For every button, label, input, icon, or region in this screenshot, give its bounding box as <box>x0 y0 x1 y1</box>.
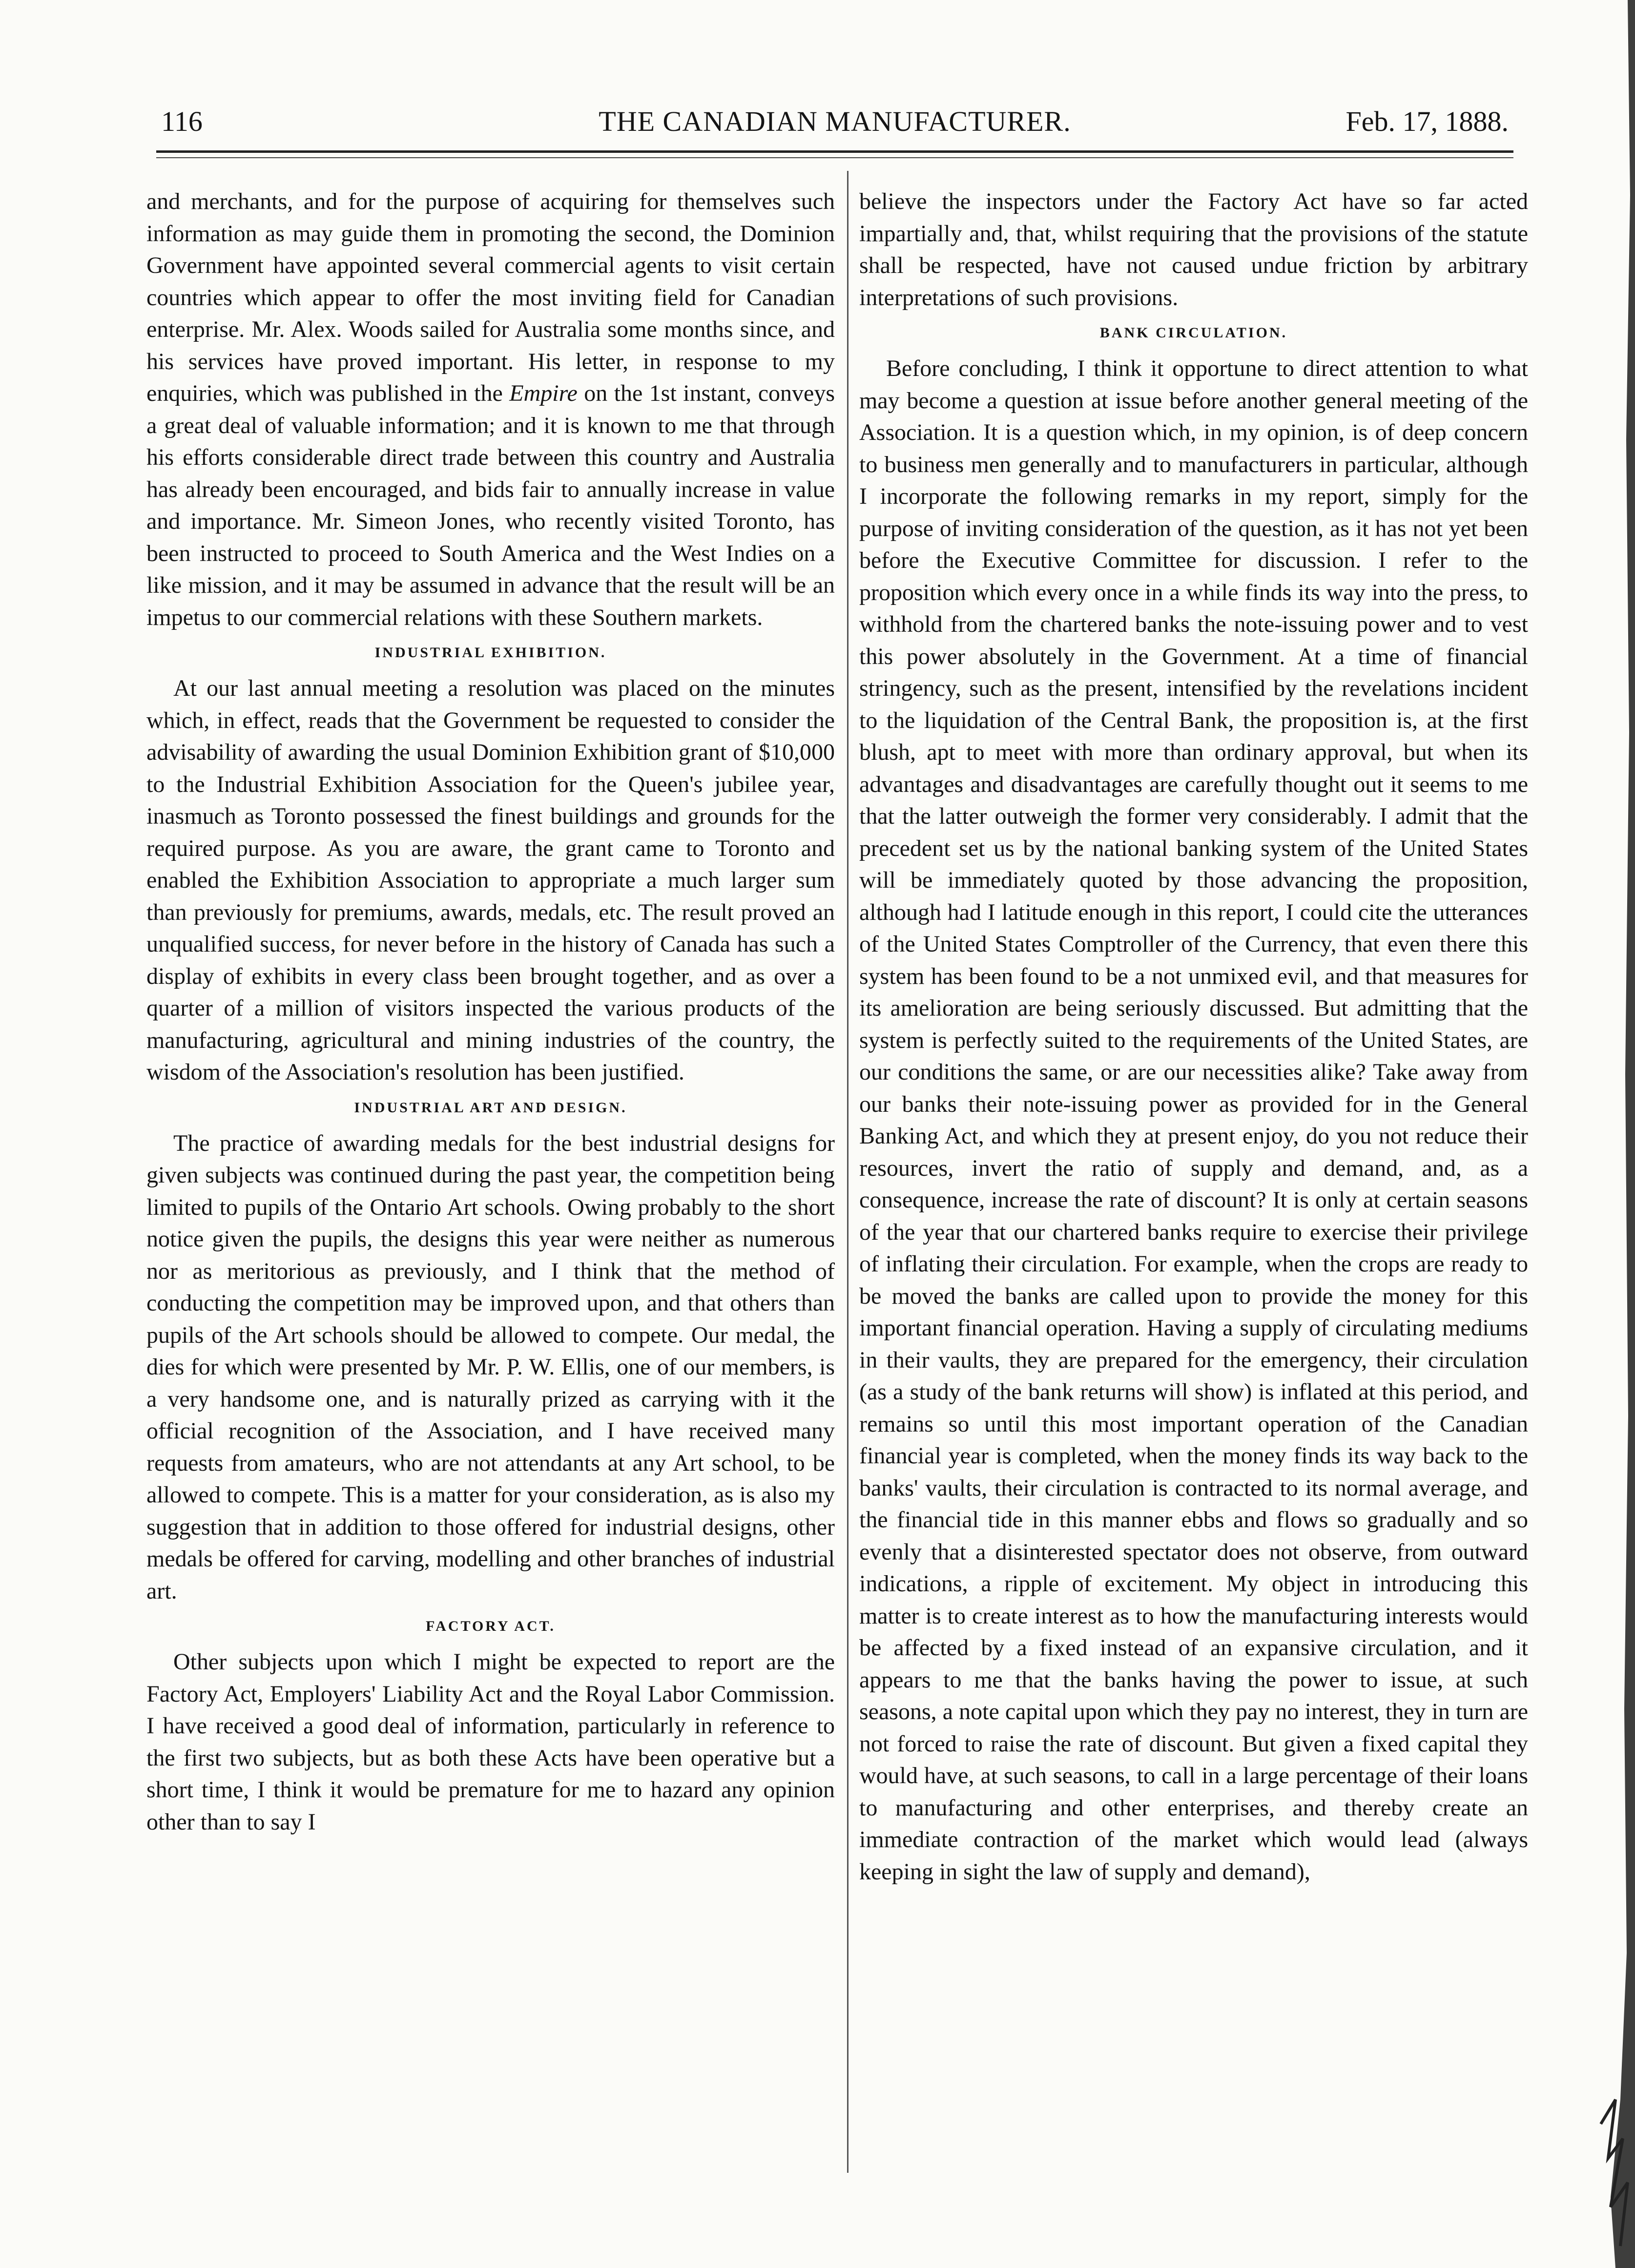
paragraph-commercial-agents: and merchants, and for the purpose of acquiring for themselves such information as may guide them in promoting the second, the Dominion Government have appointed several commercial agents to visit certain countries which appear to offer the most inviting field for Canadian enterprise. Mr. Alex. Woods sailed for Australia some months since, and his services have proved important. His letter, in response to my enquiries, which was published in the Empire on the 1st instant, conveys a great deal of valuable information; and it is known to me that through his efforts considerable direct trade between this country and Australia has already been encouraged, and bids fair to annually increase in value and importance. Mr. Simeon Jones, who recently visited Toronto, has been instructed to proceed to South America and the West Indies on a like mission, and it may be assumed in advance that the result will be an impetus to our commercial relations with these Southern markets. <box>146 188 835 630</box>
paragraph-bank-circulation: Before concluding, I think it opportune to direct attention to what may become a question at issue before another general meeting of the Association. It is a question which, in my opinion, is of deep concern to business men generally and to manufacturers in particular, although I incorporate the following remarks in my report, simply for the purpose of inviting consideration of the question, as it has not yet been before the Executive Committee for discussion. I refer to the proposition which every once in a while finds its way into the press, to withhold from the chartered banks the note-issuing power and to vest this power absolutely in the Government. At a time of financial stringency, such as the present, intensified by the revelations incident to the liquidation of the Central Bank, the proposition is, at the first blush, apt to meet with more than ordinary approval, but when its advantages and disadvantages are carefully thought out it seems to me that the latter outweigh the former very considerably. I admit that the precedent set us by the national banking system of the United States will be immediately quoted by those advancing the proposition, although had I latitude enough in this report, I could cite the utterances of the United States Comptroller of the Currency, that even there this system has been found to be a not unmixed evil, and that measures for its amelioration are being seriously discussed. But admitting that the system is perfectly suited to the requirements of the United States, are our conditions the same, or are our necessities alike? Take away from our banks their note-issuing power as provided for in the General Banking Act, and which they at present enjoy, do you not reduce their resources, invert the ratio of supply and demand, and, as a consequence, increase the rate of discount? It is only at certain seasons of the year that our chartered banks require to exercise their privilege of inflating their circulation. For example, when the crops are ready to be moved the banks are called upon to provide the money for this important financial operation. Having a supply of circulating mediums in their vaults, they are prepared for the emergency, their circulation (as a study of the bank returns will show) is inflated at this period, and remains so until this most important operation of the Canadian financial year is completed, when the money finds its way back to the banks' vaults, their circulation is contracted to its normal average, and the financial tide in this manner ebbs and flows so gradually and so evenly that a disinterested spectator does not observe, from outward indications, a ripple of excitement. My object in introducing this matter is to create interest as to how the manufacturing interests would be affected by a fixed instead of an expansive circulation, and it appears to me that the banks having the power to issue, at such seasons, a note capital upon which they pay no interest, they in turn are not forced to raise the rate of discount. But given a fixed capital they would have, at such seasons, to call in a large percentage of their loans to manufacturing and other enterprises, and thereby create an immediate contraction of the market which would lead (always keeping in sight the law of supply and demand), <box>859 355 1528 1885</box>
header-rule-thin <box>156 157 1513 158</box>
issue-date: Feb. 17, 1888. <box>1345 105 1509 137</box>
newspaper-name: Empire <box>509 380 578 406</box>
header-rule <box>156 150 1513 153</box>
left-column <box>146 186 835 2163</box>
paragraph-industrial-exhibition: At our last annual meeting a resolution was placed on the minutes which, in effect, reads that the Government be requested to consider the advisability of awarding the usual Dominion Exhibition grant of $10,000 to the Industrial Exhibition Association for the Queen's jubilee year, inasmuch as Toronto possessed the finest buildings and grounds for the required purpose. As you are aware, the grant came to Toronto and enabled the Exhibition Association to appropriate a much larger sum than previously for premiums, awards, medals, etc. The result proved an unqualified success, for never before in the history of Canada has such a display of exhibits in every class been brought together, and as over a quarter of a million of visitors inspected the various products of the manufacturing, agricultural and mining industries of the country, the wisdom of the Association's resolution has been justified. <box>146 675 835 1085</box>
paragraph-industrial-art: The practice of awarding medals for the best industrial designs for given subjects was continued during the past year, the competition being limited to pupils of the Ontario Art schools. Owing probably to the short notice given the pupils, the designs this year were neither as numerous nor as meritorious as previously, and I think that the method of conducting the competition may be improved upon, and that others than pupils of the Art schools should be allowed to compete. Our medal, the dies for which were presented by Mr. P. W. Ellis, one of our members, is a very handsome one, and is naturally prized as carrying with it the official recognition of the Association, and I have received many requests from amateurs, who are not attendants at any Art school, to be allowed to compete. This is a matter for your consideration, as is also my suggestion that in addition to those offered for industrial designs, other medals be offered for carving, modelling and other branches of industrial art. <box>146 1130 835 1604</box>
page-number: 116 <box>161 105 203 137</box>
torn-page-edge <box>1581 0 1635 2268</box>
heading-industrial-exhibition: INDUSTRIAL EXHIBITION. <box>374 645 607 661</box>
paragraph-factory-act: Other subjects upon which I might be expected to report are the Factory Act, Employers' Liability Act and the Royal Labor Commission. I have received a good deal of information, particularly in reference to the first two subjects, but as both these Acts have been operative but a short time, I think it would be premature for me to hazard any opinion other than to say I <box>146 1649 835 1835</box>
heading-industrial-art: INDUSTRIAL ART AND DESIGN. <box>354 1099 627 1116</box>
heading-factory-act: FACTORY ACT. <box>426 1618 556 1634</box>
column-divider <box>847 171 849 2173</box>
publication-title: THE CANADIAN MANUFACTURER. <box>599 105 1071 137</box>
right-column <box>859 186 1528 2163</box>
heading-bank-circulation: BANK CIRCULATION. <box>1099 325 1288 341</box>
paragraph-factory-act-continued: believe the inspectors under the Factory Act have so far acted impartially and, that, whilst requiring that the provisions of the statute shall be respected, have not caused undue friction by arbitrary interpretations of such provisions. <box>859 188 1528 311</box>
page-header <box>161 105 1509 149</box>
